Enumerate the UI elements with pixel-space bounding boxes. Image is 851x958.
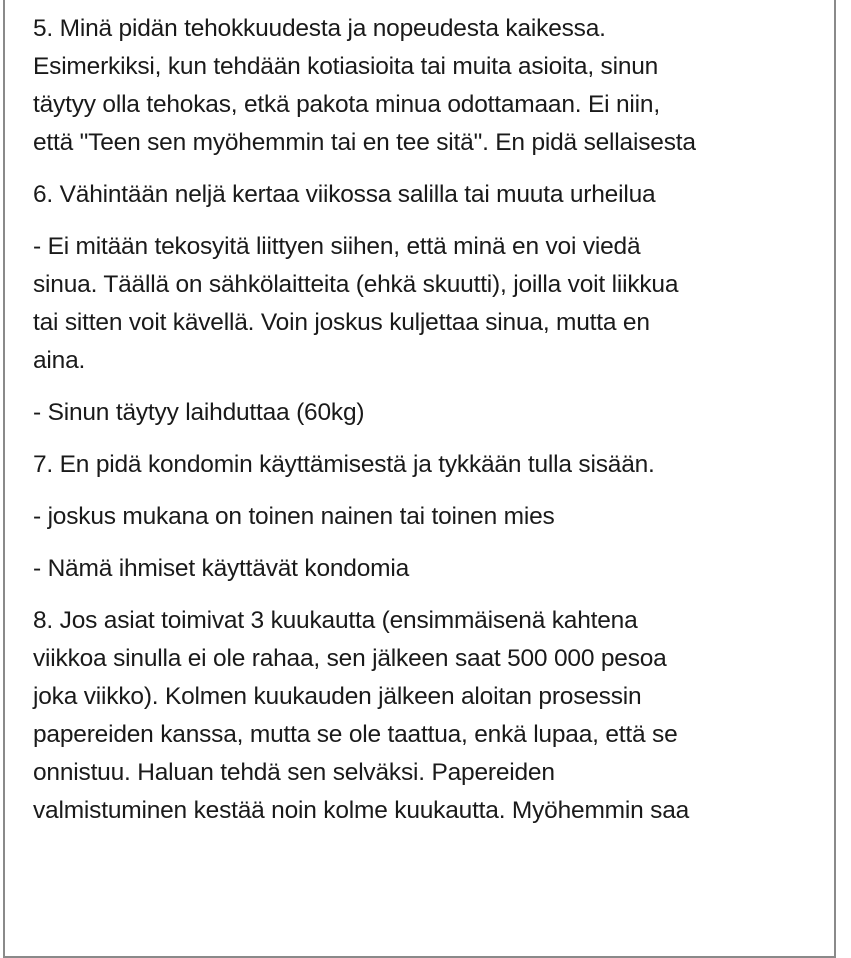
text-line: joka viikko). Kolmen kuukauden jälkeen aloitan prosessin	[33, 683, 642, 710]
document-text	[33, 10, 833, 844]
paragraph-8	[33, 602, 833, 830]
text-line: 7. En pidä kondomin käyttämisestä ja tykkään tulla sisään.	[33, 451, 655, 478]
document-frame	[3, 0, 836, 958]
text-line: 5. Minä pidän tehokkuudesta ja nopeudesta kaikessa.	[33, 15, 606, 42]
text-line: viikkoa sinulla ei ole rahaa, sen jälkeen saat 500 000 pesoa	[33, 645, 667, 672]
paragraph-6-bullet-1	[33, 228, 833, 380]
text-line: - Ei mitään tekosyitä liittyen siihen, että minä en voi viedä	[33, 233, 641, 260]
text-line: Esimerkiksi, kun tehdään kotiasioita tai muita asioita, sinun	[33, 53, 659, 80]
text-line: että "Teen sen myöhemmin tai en tee sitä". En pidä sellaisesta	[33, 129, 696, 156]
paragraph-7-bullet-1	[33, 498, 833, 536]
paragraph-6	[33, 176, 833, 214]
text-line: - Nämä ihmiset käyttävät kondomia	[33, 555, 410, 582]
text-line: 8. Jos asiat toimivat 3 kuukautta (ensimmäisenä kahtena	[33, 607, 638, 634]
text-line: 6. Vähintään neljä kertaa viikossa salilla tai muuta urheilua	[33, 181, 656, 208]
text-line: aina.	[33, 347, 86, 374]
text-line: - Sinun täytyy laihduttaa (60kg)	[33, 399, 365, 426]
text-line: täytyy olla tehokas, etkä pakota minua odottamaan. Ei niin,	[33, 91, 660, 118]
text-line: papereiden kanssa, mutta se ole taattua, enkä lupaa, että se	[33, 721, 678, 748]
paragraph-7-bullet-2	[33, 550, 833, 588]
paragraph-7	[33, 446, 833, 484]
paragraph-5	[33, 10, 833, 162]
text-line: valmistuminen kestää noin kolme kuukautta. Myöhemmin saa	[33, 797, 690, 824]
text-line: tai sitten voit kävellä. Voin joskus kuljettaa sinua, mutta en	[33, 309, 650, 336]
text-line: sinua. Täällä on sähkölaitteita (ehkä skuutti), joilla voit liikkua	[33, 271, 679, 298]
paragraph-6-bullet-2	[33, 394, 833, 432]
text-line: - joskus mukana on toinen nainen tai toinen mies	[33, 503, 555, 530]
text-line: onnistuu. Haluan tehdä sen selväksi. Papereiden	[33, 759, 555, 786]
